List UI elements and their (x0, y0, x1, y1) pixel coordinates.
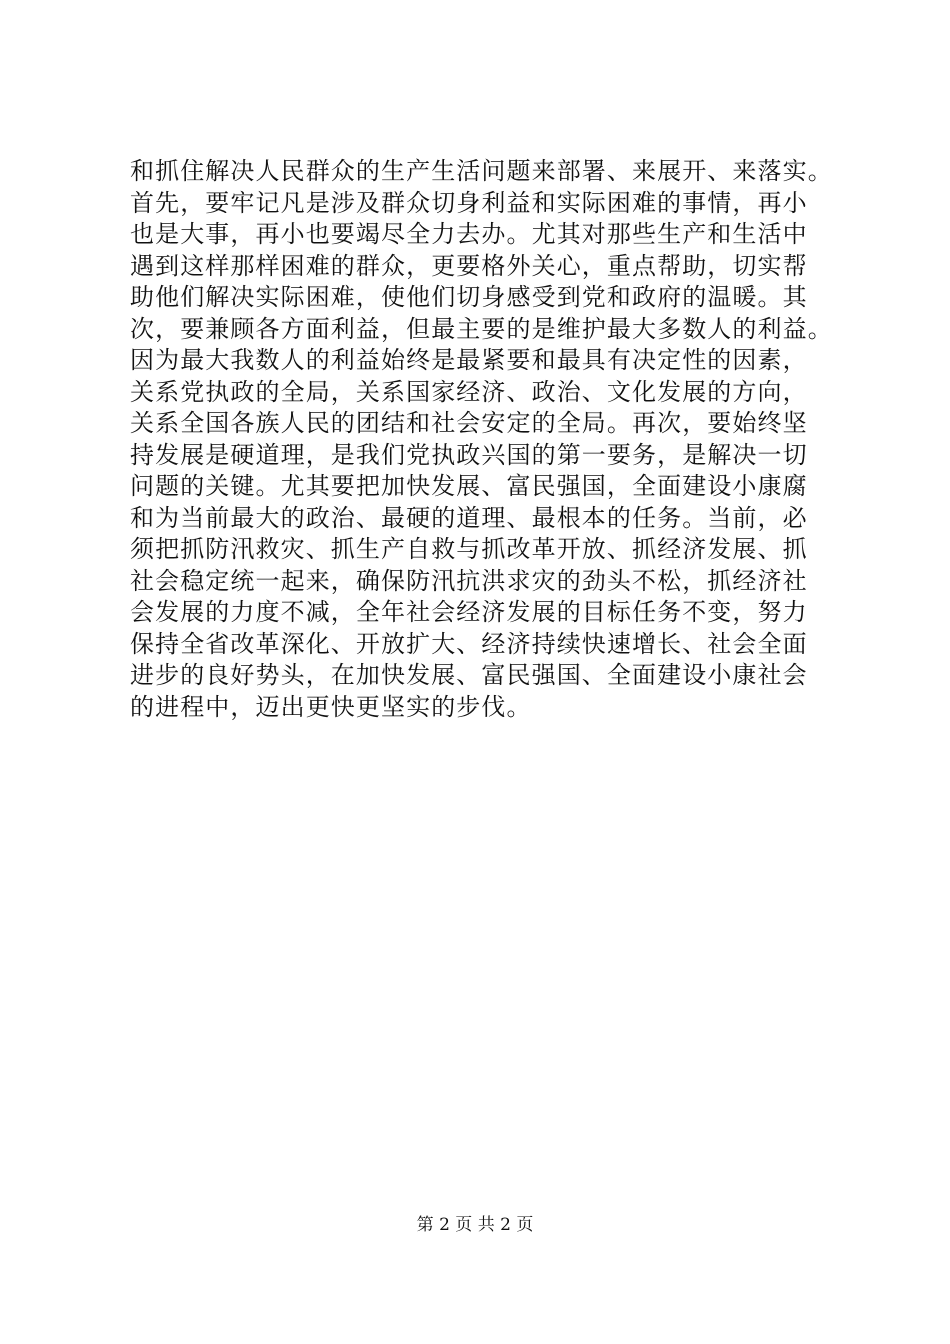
text-line: 首先，要牢记凡是涉及群众切身利益和实际困难的事情，再小 (130, 188, 808, 217)
text-line: 社会稳定统一起来，确保防汛抗洪求灾的劲头不松，抓经济社 (130, 566, 808, 595)
text-line: 和抓住解决人民群众的生产生活问题来部署、来展开、来落实。 (130, 157, 833, 185)
body-paragraph (130, 156, 850, 723)
text-line: 进步的良好势头，在加快发展、富民强国、全面建设小康社会 (130, 661, 808, 689)
text-line: 问题的关键。尤其要把加快发展、富民强国，全面建设小康腐 (130, 472, 808, 500)
text-line: 次，要兼顾各方面利益，但最主要的是维护最大多数人的利益。 (130, 314, 833, 343)
text-line: 须把抓防汛救灾、抓生产自救与抓改革开放、抓经济发展、抓 (130, 535, 808, 563)
text-line: 因为最大我数人的利益始终是最紧要和最具有决定性的因素， (130, 346, 808, 374)
text-line: 会发展的力度不减，全年社会经济发展的目标任务不变，努力 (130, 598, 808, 626)
text-line: 持发展是硬道理，是我们党执政兴国的第一要务，是解决一切 (130, 440, 808, 469)
text-line: 助他们解决实际困难，使他们切身感受到党和政府的温暖。其 (130, 283, 808, 311)
text-line: 也是大事，再小也要竭尽全力去办。尤其对那些生产和生活中 (130, 220, 808, 248)
page-number-footer: 第 2 页 共 2 页 (416, 1215, 534, 1235)
text-line: 关系全国各族人民的团结和社会安定的全局。再次，要始终坚 (130, 409, 808, 437)
text-line: 关系党执政的全局，关系国家经济、政治、文化发展的方向， (130, 377, 808, 406)
text-line: 和为当前最大的政治、最硬的道理、最根本的任务。当前，必 (130, 503, 808, 532)
text-line: 保持全省改革深化、开放扩大、经济持续快速增长、社会全面 (130, 629, 808, 658)
text-line: 的进程中，迈出更快更坚实的步伐。 (130, 692, 532, 721)
text-line: 遇到这样那样困难的群众，更要格外关心，重点帮助，切实帮 (130, 251, 808, 280)
